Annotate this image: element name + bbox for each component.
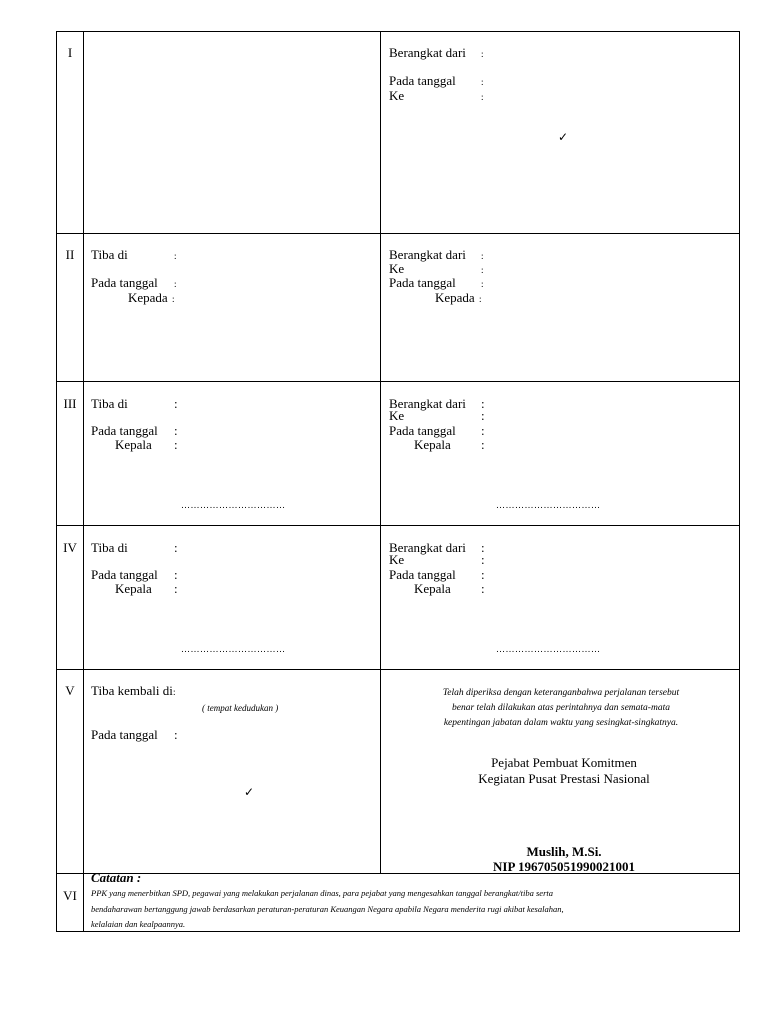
official-nip: NIP 196705051990021001 xyxy=(493,859,635,874)
ke-label: Ke xyxy=(389,408,405,423)
row-number-ii: II xyxy=(65,247,75,262)
kepada-label: Kepada xyxy=(128,290,168,305)
colon: : xyxy=(174,251,177,261)
table-right-border xyxy=(739,31,740,932)
berangkat-dari-label: Berangkat dari xyxy=(389,45,466,60)
note-line-3: kelalaian dan kealpaannya. xyxy=(91,919,186,929)
colon: : xyxy=(481,265,484,275)
table-left-border xyxy=(56,31,57,932)
pada-tanggal-label: Pada tanggal xyxy=(389,423,456,438)
checkmark-icon: ✓ xyxy=(244,785,255,799)
berangkat-dari-label: Berangkat dari xyxy=(389,396,466,411)
colon: : xyxy=(481,540,485,555)
tiba-di-label: Tiba di xyxy=(91,396,128,411)
tiba-kembali-label: Tiba kembali di xyxy=(91,683,173,698)
colon: : xyxy=(481,92,484,102)
tempat-kedudukan-label: ( tempat kedudukan ) xyxy=(202,703,279,713)
colon: : xyxy=(481,581,485,596)
colon: : xyxy=(481,77,484,87)
signature-dots: …………………………… xyxy=(496,500,601,510)
number-column-divider xyxy=(83,31,84,932)
kepala-label: Kepala xyxy=(414,581,451,596)
colon: : xyxy=(173,687,176,697)
pada-tanggal-label: Pada tanggal xyxy=(389,567,456,582)
official-unit: Kegiatan Pusat Prestasi Nasional xyxy=(478,771,650,786)
pada-tanggal-label: Pada tanggal xyxy=(91,423,158,438)
signature-dots: …………………………… xyxy=(181,644,286,654)
colon: : xyxy=(174,437,178,452)
catatan-heading: Catatan : xyxy=(91,870,142,885)
official-title: Pejabat Pembuat Komitmen xyxy=(491,755,637,770)
kepala-label: Kepala xyxy=(414,437,451,452)
colon: : xyxy=(481,552,485,567)
colon: : xyxy=(479,294,482,304)
colon: : xyxy=(174,581,178,596)
colon: : xyxy=(481,408,485,423)
colon: : xyxy=(174,567,178,582)
colon: : xyxy=(481,396,485,411)
note-line-1: PPK yang menerbitkan SPD, pegawai yang melakukan perjalanan dinas, para pejabat yang mengesahkan tanggal berangkat/tiba serta xyxy=(91,888,554,898)
middle-column-divider xyxy=(380,31,381,873)
colon: : xyxy=(481,49,484,59)
row-number-i: I xyxy=(67,45,73,60)
tiba-di-label: Tiba di xyxy=(91,540,128,555)
pada-tanggal-label: Pada tanggal xyxy=(389,73,456,88)
row-number-v: V xyxy=(65,683,75,698)
colon: : xyxy=(174,423,178,438)
pada-tanggal-label: Pada tanggal xyxy=(91,275,158,290)
kepala-label: Kepala xyxy=(115,581,152,596)
signature-dots: …………………………… xyxy=(181,500,286,510)
row-divider-2 xyxy=(56,381,740,382)
tiba-di-label: Tiba di xyxy=(91,247,128,262)
berangkat-dari-label: Berangkat dari xyxy=(389,540,466,555)
colon: : xyxy=(481,279,484,289)
colon: : xyxy=(481,567,485,582)
berangkat-dari-label: Berangkat dari xyxy=(389,247,466,262)
signature-dots: …………………………… xyxy=(496,644,601,654)
ke-label: Ke xyxy=(389,261,405,276)
official-name: Muslih, M.Si. xyxy=(526,844,602,859)
colon: : xyxy=(481,251,484,261)
kepada-label: Kepada xyxy=(435,290,475,305)
row-number-iii: III xyxy=(63,396,77,411)
row-number-vi: VI xyxy=(63,888,77,903)
colon: : xyxy=(174,396,178,411)
colon: : xyxy=(174,727,178,742)
row-number-iv: IV xyxy=(63,540,77,555)
colon: : xyxy=(174,279,177,289)
colon: : xyxy=(481,437,485,452)
pada-tanggal-label: Pada tanggal xyxy=(91,727,158,742)
pada-tanggal-label: Pada tanggal xyxy=(91,567,158,582)
colon: : xyxy=(172,294,175,304)
checkmark-icon: ✓ xyxy=(558,130,569,144)
row-divider-1 xyxy=(56,233,740,234)
pada-tanggal-label: Pada tanggal xyxy=(389,275,456,290)
ke-label: Ke xyxy=(389,552,405,567)
verification-statement-line-2: benar telah dilakukan atas perintahnya dan semata-mata xyxy=(452,703,670,713)
row-divider-4 xyxy=(56,669,740,670)
verification-statement-line-1: Telah diperiksa dengan keteranganbahwa perjalanan tersebut xyxy=(442,688,680,698)
colon: : xyxy=(174,540,178,555)
table-top-border xyxy=(56,31,740,32)
note-line-2: bendaharawan bertanggung jawab berdasarkan peraturan-peraturan Keuangan Negara apabila Negara menderita rugi akibat kesalahan, xyxy=(91,904,564,914)
row-divider-3 xyxy=(56,525,740,526)
ke-label: Ke xyxy=(389,88,405,103)
verification-statement-line-3: kepentingan jabatan dalam waktu yang sesingkat-singkatnya. xyxy=(443,718,679,728)
colon: : xyxy=(481,423,485,438)
kepala-label: Kepala xyxy=(115,437,152,452)
